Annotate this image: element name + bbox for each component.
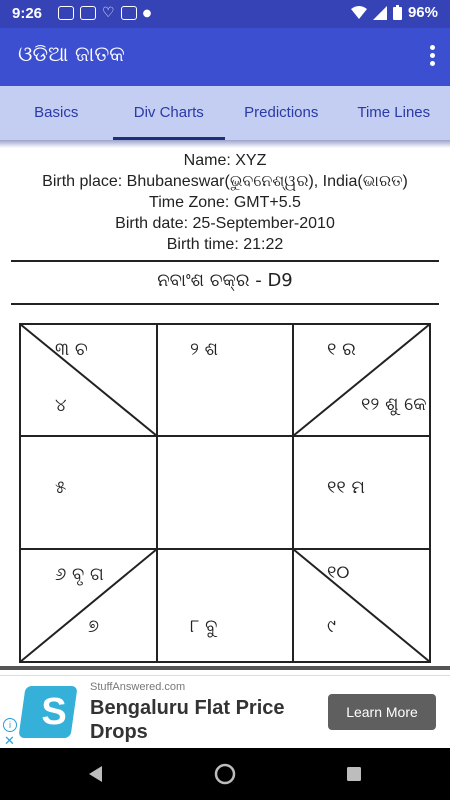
name-line: Name: XYZ [183,152,267,169]
more-vert-icon[interactable] [428,45,436,69]
health-heart-icon: ♡ [102,5,115,21]
ad-logo-letter: S [41,691,67,733]
ad-close-icon[interactable]: ✕ [4,733,15,748]
birth-info [0,150,450,255]
house-3: ୩ ଚ [55,339,88,360]
tab-div-charts[interactable]: Div Charts [113,86,226,140]
diagonal-bottom-right [293,549,430,662]
app-notification-icon [58,6,74,20]
status-time: 9:26 [12,5,43,22]
house-1: ୧ ର [327,339,356,360]
house-7: ୭ [88,616,100,637]
app-title: ଓଡିଆ ଜାତକ [18,42,125,66]
recents-square-icon[interactable] [341,761,367,787]
wifi-icon [351,6,367,20]
house-10: ୧୦ [327,562,350,583]
house-11: ୧୧ ମ [327,477,365,498]
ad-headline[interactable]: Bengaluru Flat Price Drops [90,697,285,743]
tab-bar [0,86,450,140]
learn-more-button[interactable]: Learn More [328,694,436,730]
content-bottom-edge [0,666,450,670]
tab-predictions[interactable]: Predictions [244,104,319,121]
back-triangle-icon[interactable] [83,761,109,787]
dot-icon: ● [142,8,152,19]
house-9: ୯ [327,616,336,637]
status-bar [0,0,450,28]
ad-source: StuffAnswered.com [90,681,186,693]
house-4: ୪ [55,395,67,416]
ad-banner[interactable] [0,675,450,749]
app-bar [0,28,450,86]
house-8: ୮ ବୁ [190,616,218,637]
diagonal-top-right [293,324,430,436]
birth-time-line: Birth time: 21:22 [166,236,284,253]
signal-icon [373,6,387,20]
notification-icons [58,6,151,22]
ad-info-icon[interactable]: i [3,718,17,732]
house-12: ୧୨ ଶୁ କେ [361,394,427,415]
home-circle-icon[interactable] [212,761,238,787]
tab-basics[interactable]: Basics [34,104,79,121]
diagonal-top-left [20,324,157,436]
house-2: ୨ ଶ [190,339,219,360]
tab-shadow [0,140,450,148]
youtube-icon [80,6,96,20]
birth-place-line: Birth place: Bhubaneswar(ଭୁବନେଶ୍ୱର), India(ଭାରତ) [42,173,408,190]
divider-top [11,260,439,262]
timezone-line: Time Zone: GMT+5.5 [149,194,301,211]
chart-title: ନବାଂଶ ଚକ୍ର - D9 [157,270,293,291]
navamsa-chart [0,318,450,668]
navigation-bar [0,748,450,800]
house-5: ୫ [55,477,67,498]
battery-icon [393,5,402,20]
tab-time-lines[interactable]: Time Lines [357,104,431,121]
battery-percentage: 96% [407,4,438,21]
divider-bottom [11,303,439,305]
house-6: ୬ ବୃ ଗ [55,564,104,585]
birth-date-line: Birth date: 25-September-2010 [115,215,335,232]
amazon-icon [121,6,137,20]
